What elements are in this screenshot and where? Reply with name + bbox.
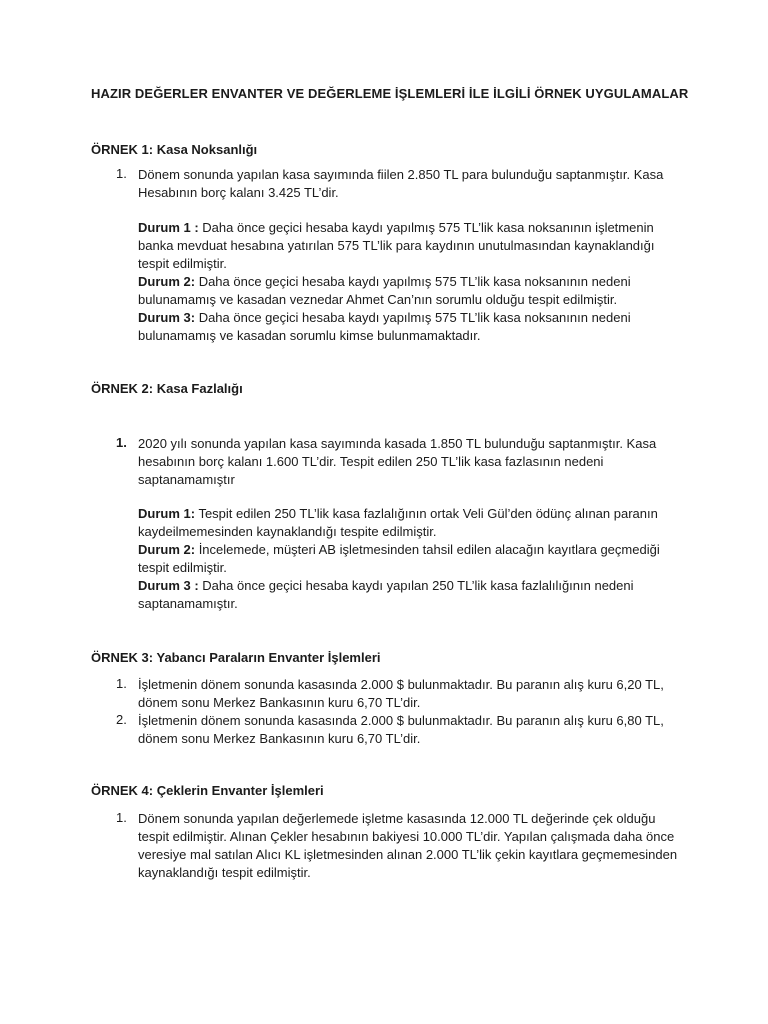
- document-title: HAZIR DEĞERLER ENVANTER VE DEĞERLEME İŞLEMLERİ İLE İLGİLİ ÖRNEK UYGULAMALAR: [91, 86, 689, 101]
- case-label: Durum 1:: [138, 506, 196, 521]
- case-label: Durum 3 :: [138, 578, 199, 593]
- text-line: banka mevduat hesabına yatırılan 575 TL’lik para kaydının unutulmasından kaynaklandığı: [138, 238, 655, 253]
- text-line: Tespit edilen 250 TL’lik kasa fazlalığının ortak Veli Gül’den ödünç alınan paranın: [198, 506, 658, 521]
- text-line: tespit edilmiştir. Alınan Çekler hesabının bakiyesi 10.000 TL’dir. Yapılan çalışmada daha önce: [138, 829, 675, 844]
- text-line: Dönem sonunda yapılan değerlemede işletme kasasında 12.000 TL değerinde çek olduğu: [138, 811, 656, 826]
- item-text: [138, 435, 678, 489]
- example-2-case-3: [138, 577, 678, 613]
- text-line: Daha önce geçici hesaba kaydı yapılmış 575 TL’lik kasa noksanının nedeni: [198, 274, 631, 289]
- example-1-case-3: [138, 309, 678, 345]
- case-label: Durum 1 :: [138, 220, 199, 235]
- text-line: Hesabının borç kalanı 3.425 TL’dir.: [138, 185, 339, 200]
- item-number: 2.: [116, 712, 127, 727]
- text-line: veresiye mal satılan Alıcı KL işletmesinden alınan 2.000 TL’lik çekin kayıtlara geçmemesinden: [138, 847, 678, 862]
- item-text: [138, 166, 678, 202]
- case-label: Durum 3:: [138, 310, 196, 325]
- item-number: 1.: [116, 676, 127, 691]
- example-2-case-2: [138, 541, 678, 577]
- text-line: bulunamamış ve kasadan veznedar Ahmet Can’nın sorumlu olduğu tespit edilmiştir.: [138, 292, 618, 307]
- text-line: saptanamamıştır: [138, 472, 235, 487]
- item-text: [138, 712, 678, 748]
- item-text: [138, 810, 678, 882]
- text-line: tespit edilmiştir.: [138, 560, 227, 575]
- text-line: kaydeilmemesinden kaynaklandığı tespite edilmiştir.: [138, 524, 437, 539]
- text-line: bulunamamış ve kasadan sorumlu kimse bulunmamaktadır.: [138, 328, 481, 343]
- example-1-heading: ÖRNEK 1: Kasa Noksanlığı: [91, 142, 258, 157]
- example-4-heading: ÖRNEK 4: Çeklerin Envanter İşlemleri: [91, 783, 324, 798]
- text-line: Dönem sonunda yapılan kasa sayımında fiilen 2.850 TL para bulunduğu saptanmıştır. Kasa: [138, 167, 664, 182]
- item-number: 1.: [116, 810, 127, 825]
- example-2-case-1: [138, 505, 678, 541]
- text-line: Daha önce geçici hesaba kaydı yapılmış 575 TL’lik kasa noksanının nedeni: [198, 310, 631, 325]
- item-number: 1.: [116, 166, 127, 181]
- text-line: Daha önce geçici hesaba kaydı yapılmış 575 TL’lik kasa noksanının işletmenin: [202, 220, 654, 235]
- text-line: saptanamamıştır.: [138, 596, 238, 611]
- example-1-case-1: [138, 219, 678, 273]
- example-3-heading: ÖRNEK 3: Yabancı Paraların Envanter İşlemleri: [91, 650, 381, 665]
- item-text: [138, 676, 678, 712]
- case-label: Durum 2:: [138, 274, 196, 289]
- text-line: İşletmenin dönem sonunda kasasında 2.000 $ bulunmaktadır. Bu paranın alış kuru 6,20 TL,: [138, 677, 664, 692]
- text-line: dönem sonu Merkez Bankasının kuru 6,70 TL’dir.: [138, 731, 421, 746]
- text-line: Daha önce geçici hesaba kaydı yapılan 250 TL’lik kasa fazlalılığının nedeni: [202, 578, 634, 593]
- text-line: kaynaklandığı tespit edilmiştir.: [138, 865, 311, 880]
- item-number: 1.: [116, 435, 127, 450]
- example-1-case-2: [138, 273, 678, 309]
- text-line: İncelemede, müşteri AB işletmesinden tahsil edilen alacağın kayıtlara geçmediği: [198, 542, 660, 557]
- example-2-heading: ÖRNEK 2: Kasa Fazlalığı: [91, 381, 243, 396]
- text-line: dönem sonu Merkez Bankasının kuru 6,70 TL’dir.: [138, 695, 421, 710]
- text-line: İşletmenin dönem sonunda kasasında 2.000 $ bulunmaktadır. Bu paranın alış kuru 6,80 TL,: [138, 713, 664, 728]
- case-label: Durum 2:: [138, 542, 196, 557]
- text-line: hesabının borç kalanı 1.600 TL’dir. Tespit edilen 250 TL’lik kasa fazlasının nedeni: [138, 454, 604, 469]
- text-line: 2020 yılı sonunda yapılan kasa sayımında kasada 1.850 TL bulunduğu saptanmıştır. Kasa: [138, 436, 657, 451]
- text-line: tespit edilmiştir.: [138, 256, 227, 271]
